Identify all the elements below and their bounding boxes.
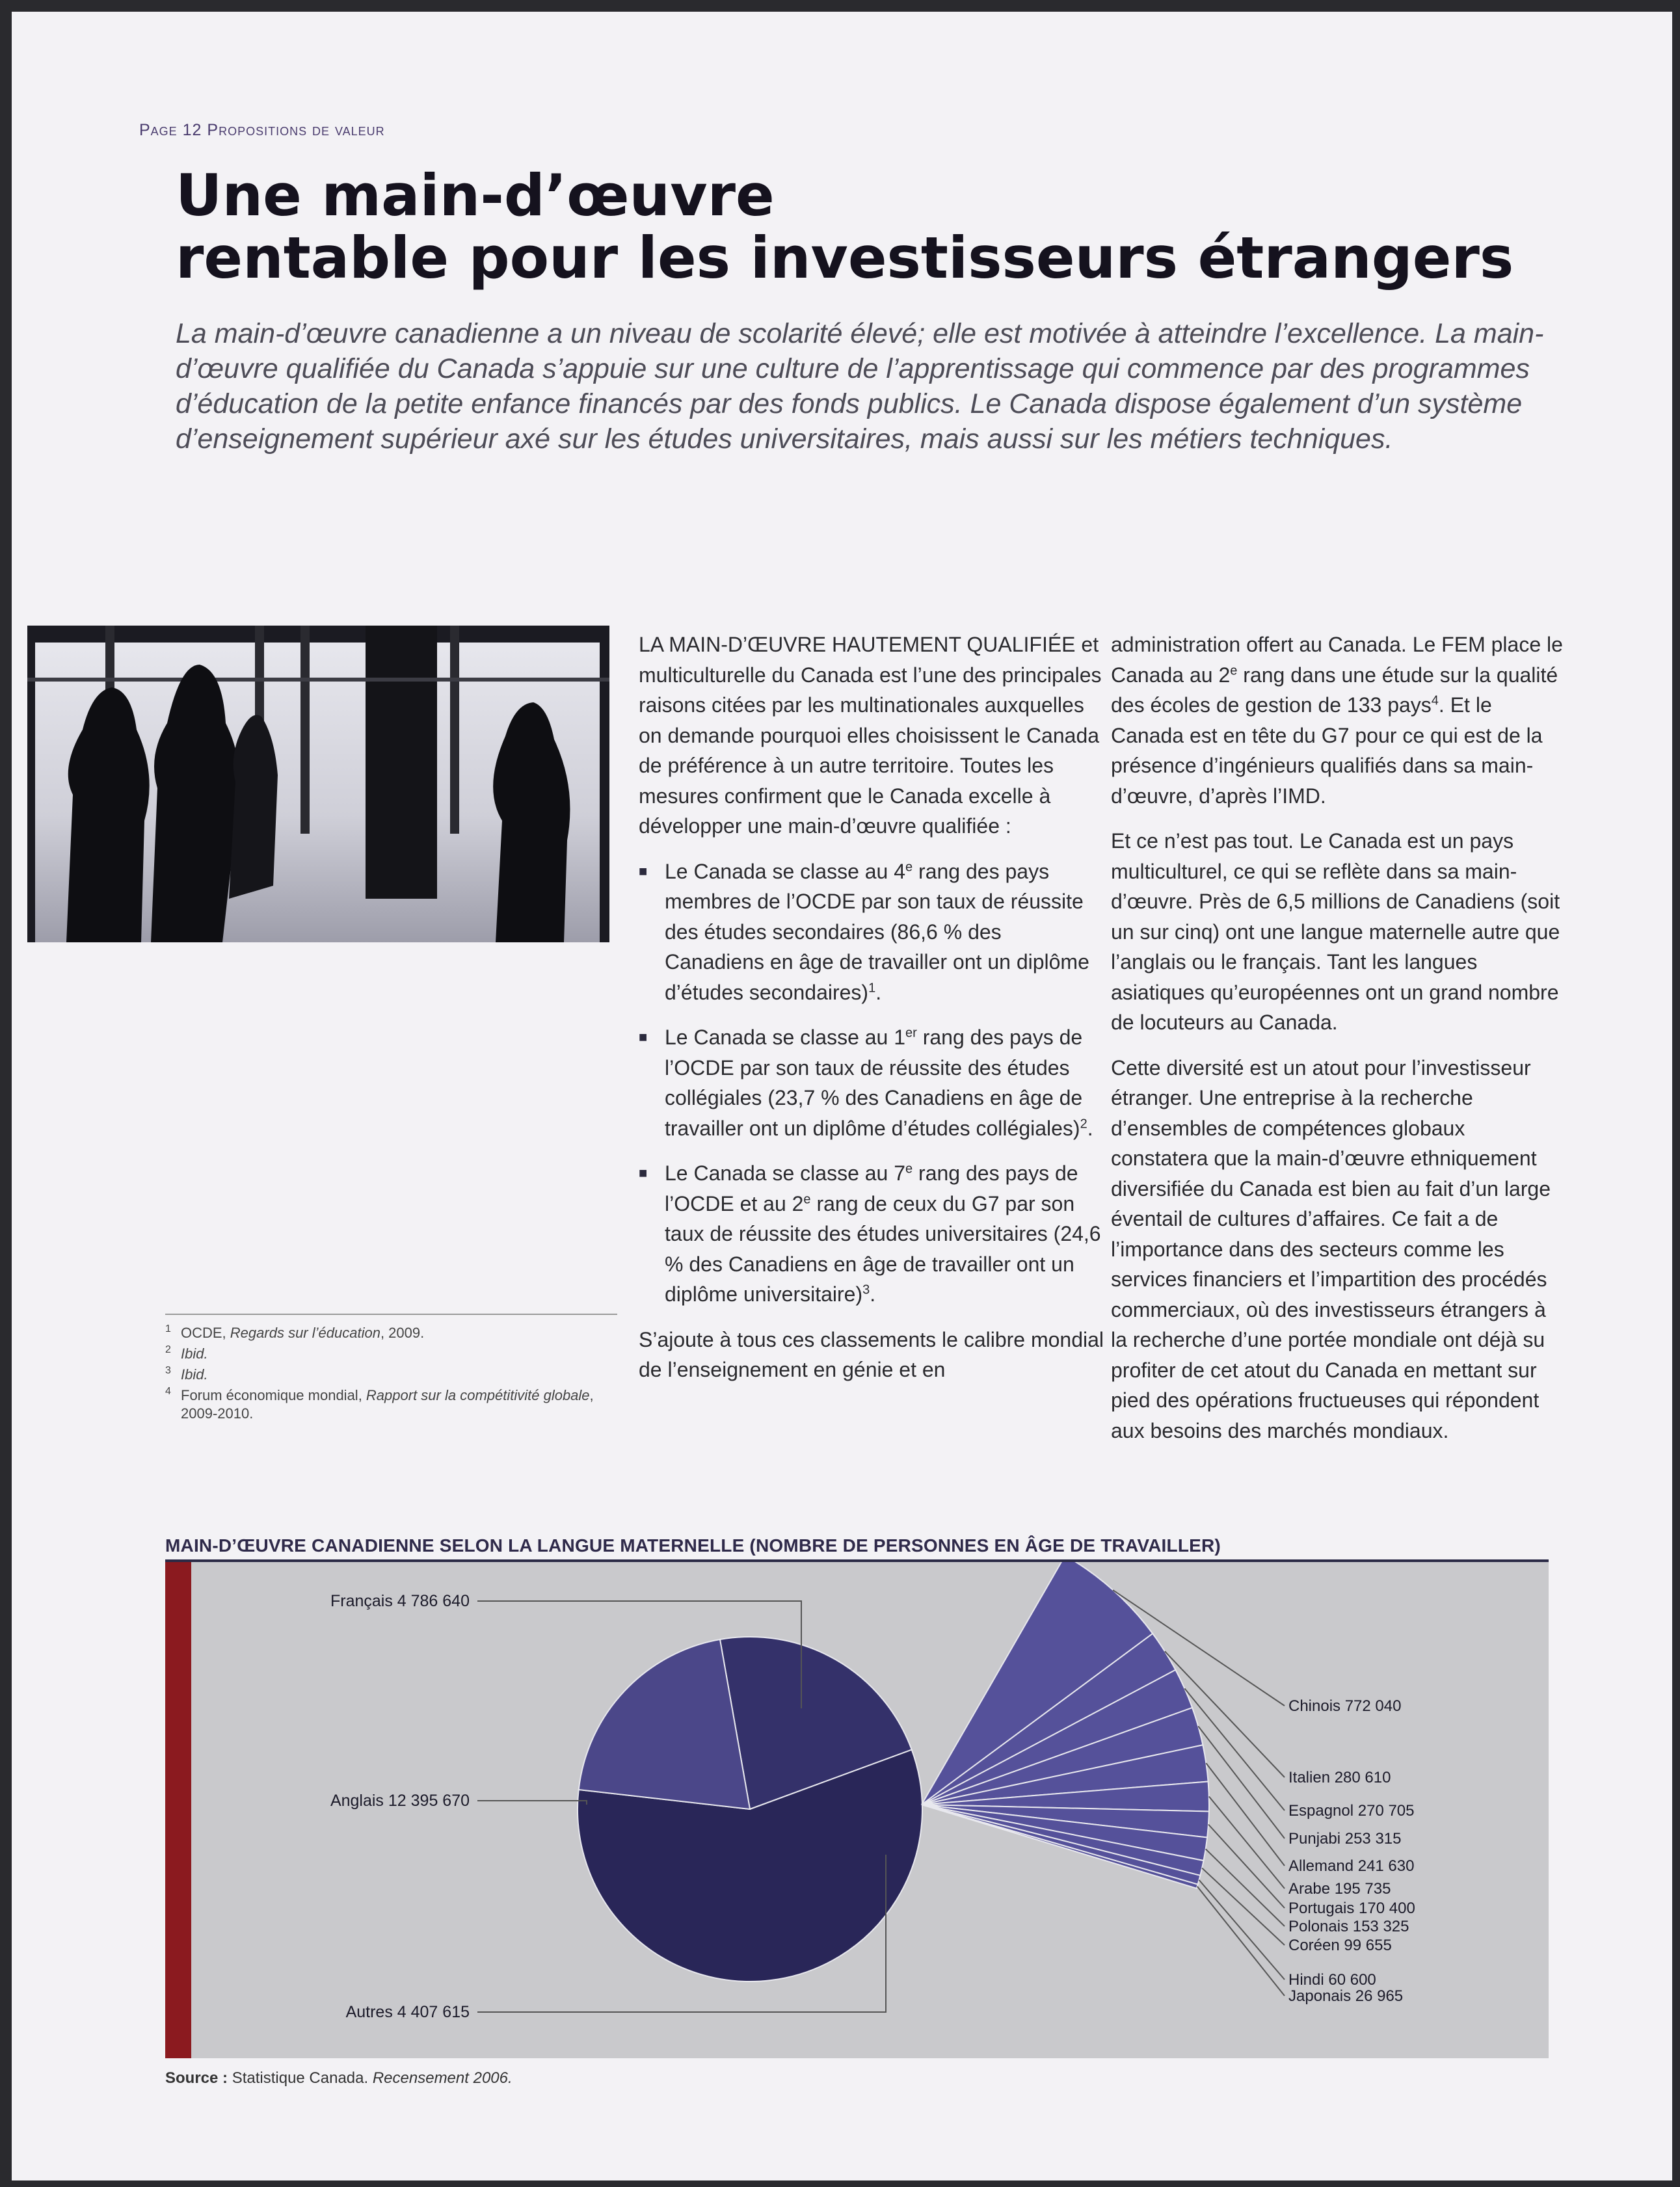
body-column-1 <box>639 630 1106 1400</box>
chart-source: Source : Statistique Canada. Recensement 2006. <box>165 2069 513 2087</box>
chart-title: MAIN-D’ŒUVRE CANADIENNE SELON LA LANGUE MATERNELLE (NOMBRE DE PERSONNES EN ÂGE DE TRAVAILLER) <box>165 1535 1221 1556</box>
closing-paragraph: S’ajoute à tous ces classements le calibre mondial de l’enseignement en génie et en <box>639 1327 1104 1381</box>
paragraph-diversite: Cette diversité est un atout pour l’investisseur étranger. Une entreprise à la recherche d’ensembles de compétences globaux constatera que la main-d’œuvre ethniquement diversifiée du Canada est bien au fait d’un large éventail de cultures d’affaires. Ce fait a de l’importance dans des secteurs comme les services financiers et l’impartition des procédés commerciaux, où des investisseurs étrangers à la recherche d’une portée mondiale ont déjà su profiter de cet atout du Canada en mettant sur pied des opérations fructueuses qui répondent aux besoins des marchés mondiaux. <box>1111 1055 1551 1442</box>
footnote-3: 3 Ibid. <box>165 1365 208 1383</box>
label-polonais: Polonais 153 325 <box>1288 1918 1409 1935</box>
silhouettes-photo <box>27 626 609 942</box>
bullet-collegial: ■ Le Canada se classe au 1er rang des pays de l’OCDE par son taux de réussite des études collégiales (23,7 % des Canadiens en âge de travailler ont un diplôme d’études collégiales)$^2$. <box>639 1022 1106 1143</box>
bullet-universitaire: ■ Le Canada se classe au 7e rang des pays de l’OCDE et au 2e rang de ceux du G7 par son taux de réussite des études universitaires (24,6 % des Canadiens en âge de travailler ont un diplôme universitaire)$^3$. <box>639 1158 1106 1310</box>
label-francais: Français 4 786 640 <box>330 1592 470 1610</box>
footnotes <box>165 1314 617 1425</box>
footnote-4: 4 Forum économique mondial, Rapport sur la compétitivité globale, 2009-2010. <box>165 1386 594 1422</box>
footnote-2: 2 Ibid. <box>165 1344 208 1362</box>
title-line-1: Une main-d’œuvre <box>176 162 775 229</box>
page-title <box>176 162 1514 291</box>
label-coreen: Coréen 99 655 <box>1288 1937 1392 1954</box>
label-portugais: Portugais 170 400 <box>1288 1900 1415 1917</box>
label-chinois: Chinois 772 040 <box>1288 1697 1402 1715</box>
label-italien: Italien 280 610 <box>1288 1769 1391 1786</box>
paragraph-fem: administration offert au Canada. Le FEM place le Canada au 2e rang dans une étude sur la qualité des écoles de gestion de 133 pays$^4$. Et le Canada est en tête du G7 pour ce qui est de la présence d’ingénieurs qualifiés dans sa main-d’œuvre, d’après l’IMD. <box>1111 633 1563 808</box>
label-anglais: Anglais 12 395 670 <box>330 1792 470 1810</box>
paragraph-multiculturel: Et ce n’est pas tout. Le Canada est un pays multiculturel, ce qui se reflète dans sa main-d’œuvre. Près de 6,5 millions de Canadiens (soit un sur cinq) ont une langue maternelle autre que l’anglais ou le français. Tant les langues asiatiques qu’européennes ont un grand nombre de locuteurs au Canada. <box>1111 829 1560 1034</box>
label-arabe: Arabe 195 735 <box>1288 1880 1391 1898</box>
footnote-1: 1 OCDE, Regards sur l’éducation, 2009. <box>165 1323 425 1341</box>
lead-paragraph: La main-d’œuvre canadienne a un niveau de scolarité élevé; elle est motivée à atteindre l’excellence. La main-d’œuvre qualifiée du Canada s’appuie sur une culture de l’apprentissage qui commence par des programmes d’éducation de la petite enfance financés par des fonds publics. Le Canada dispose également d’un système d’enseignement supérieur axé sur les études universitaires, mais aussi sur les métiers techniques. <box>176 318 1544 455</box>
section-name: Propositions de valeur <box>207 121 385 139</box>
title-line-2: rentable pour les investisseurs étrangers <box>176 224 1514 291</box>
page-number: Page 12 <box>139 121 202 139</box>
language-pie-chart <box>165 1562 1549 2058</box>
page <box>12 12 1672 2180</box>
intro-paragraph: LA MAIN-D’ŒUVRE HAUTEMENT QUALIFIÉE et multiculturelle du Canada est l’une des principales raisons citées par les multinationales auxquelles on demande pourquoi elles choisissent le Canada de préférence à un autre territoire. Toutes les mesures confirment que le Canada excelle à développer une main-d’œuvre qualifiée : <box>639 633 1102 838</box>
label-autres: Autres 4 407 615 <box>345 2003 470 2021</box>
body-column-2 <box>1111 630 1566 1461</box>
chart-accent-bar <box>165 1562 191 2058</box>
label-japonais: Japonais 26 965 <box>1288 1987 1404 2005</box>
bullet-secondaire: ■ Le Canada se classe au 4e rang des pays membres de l’OCDE par son taux de réussite des études secondaires (86,6 % des Canadiens en âge de travailler ont un diplôme d’études secondaires)$^1$. <box>639 856 1106 1008</box>
running-header <box>139 121 385 140</box>
label-punjabi: Punjabi 253 315 <box>1288 1830 1402 1848</box>
label-hindi: Hindi 60 600 <box>1288 1971 1376 1989</box>
label-espagnol: Espagnol 270 705 <box>1288 1802 1415 1820</box>
label-allemand: Allemand 241 630 <box>1288 1857 1415 1875</box>
